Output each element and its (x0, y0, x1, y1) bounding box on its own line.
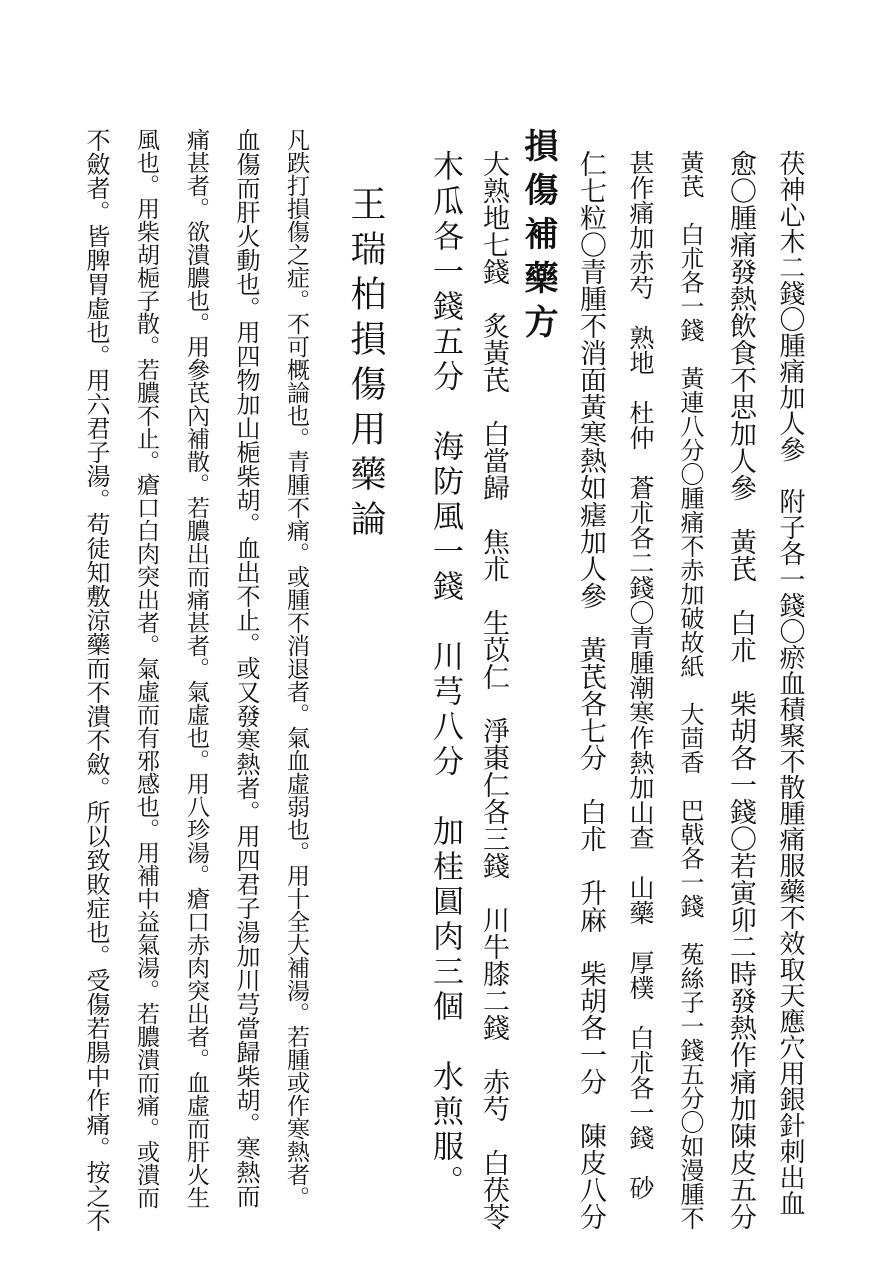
essay-line-1: 凡跌打損傷之症。不可概論也。青腫不痛。或腫不消退者。氣血虛弱也。用十全大補湯。若腫或作寒熱者。 (283, 128, 309, 1209)
herb-line-2: 木瓜各一錢五分 海防風一錢 川芎八分 加桂圓肉三個 水煎服。 (427, 150, 463, 1200)
essay-line-4: 風也。用柴胡梔子散。若膿不止。瘡口白肉突出者。氣虛而有邪感也。用補中益氣湯。若膿潰而痛。或潰而 (133, 128, 159, 1209)
essay-line-3: 痛甚者。欲潰膿也。用參芪內補散。若膿出而痛甚者。氣虛也。用八珍湯。瘡口赤肉突出者。血虛而肝火生 (183, 128, 209, 1209)
section-title: 損傷補藥方 (518, 128, 558, 348)
prescription-line-3: 黃芪 白朮各一錢 黃連八分〇腫痛不赤加破故紙 大茴香 巴戟各一錢 菟絲子一錢五分〇如漫腫不 (676, 150, 704, 1230)
prescription-line-2: 愈〇腫痛發熱飲食不思加人參 黃芪 白朮 柴胡各一錢〇若寅卯二時發熱作痛加陳皮五分 (725, 150, 756, 1230)
prescription-line-4: 甚作痛加赤芍 熟地 杜仲 蒼朮各二錢〇青腫潮寒作熱加山查 山藥 厚樸 白朮各一錢 砂 (626, 150, 655, 1200)
herb-line-1: 大熟地七錢 炙黃芪 白當歸 焦朮 生苡仁 淨棗仁各三錢 川牛膝二錢 赤芍 白茯苓 (478, 150, 509, 1230)
essay-line-5: 不斂者。皆脾胃虛也。用六君子湯。苟徒知敷涼藥而不潰不斂。所以致敗症也。受傷若腸中作痛。按之不 (82, 128, 110, 1232)
prescription-line-1: 茯神心木二錢〇腫痛加人參 附子各一錢〇瘀血積聚不散腫痛服藥不效取天應穴用銀針刺出血 (775, 150, 805, 1216)
prescription-line-5: 仁七粒〇青腫不消面黃寒熱如瘧加人參 黃芪各七分 白朮 升麻 柴胡各一分 陳皮八分 (575, 150, 606, 1230)
essay-line-2: 血傷而肝火動也。用四物加山梔柴胡。血出不止。或又發寒熱者。用四君子湯加川芎當歸柴胡。寒熱而 (232, 128, 260, 1208)
essay-title: 王瑞柏損傷用藥論 (345, 185, 386, 545)
